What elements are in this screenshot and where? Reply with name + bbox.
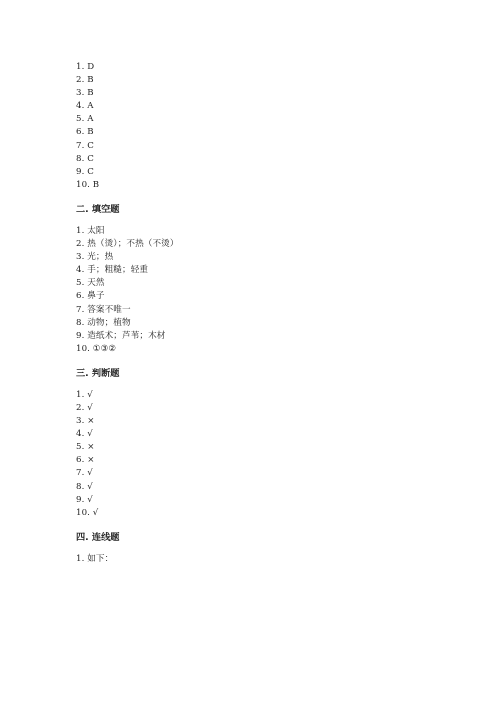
answer-line: 9. C (76, 166, 94, 177)
answer-line: 5. × (76, 442, 95, 453)
answer-line: 10. √ (76, 507, 99, 518)
answer-line: 8. 动物；植物 (76, 317, 131, 328)
answer-line: 8. C (76, 153, 94, 164)
multiple-choice-answers (76, 61, 436, 192)
section-title-matching: 四. 连线题 (76, 531, 120, 543)
answer-line: 1. 如下： (76, 553, 114, 564)
answer-line: 8. √ (76, 481, 93, 492)
answer-line: 2. B (76, 75, 94, 86)
answer-line: 7. C (76, 140, 94, 151)
answer-line: 3. × (76, 416, 95, 427)
answer-line: 10. ①③② (76, 343, 117, 354)
answer-line: 4. √ (76, 429, 93, 440)
answer-line: 4. 手；粗糙；轻重 (76, 265, 149, 276)
answer-sheet (76, 61, 436, 566)
fill-in-answers (76, 225, 436, 356)
answer-line: 10. B (76, 179, 100, 190)
answer-line: 3. 光；热 (76, 252, 114, 263)
answer-line: 2. 热（烫）；不热（不烫） (76, 239, 179, 250)
answer-line: 7. √ (76, 468, 93, 479)
section-title-fill-in: 二. 填空题 (76, 203, 120, 215)
answer-line: 3. B (76, 88, 94, 99)
matching-answers (76, 553, 436, 566)
answer-line: 1. D (76, 62, 95, 72)
answer-line: 4. A (76, 101, 94, 112)
answer-line: 5. A (76, 114, 94, 125)
answer-line: 9. √ (76, 494, 93, 505)
answer-line: 6. 鼻子 (76, 291, 105, 302)
answer-line: 5. 天然 (76, 278, 105, 289)
answer-line: 6. × (76, 455, 95, 466)
answer-line: 1. √ (76, 389, 93, 400)
answer-line: 9. 造纸术；芦苇；木材 (76, 330, 166, 341)
true-false-answers (76, 389, 436, 520)
answer-line: 7. 答案不唯一 (76, 304, 131, 315)
section-title-true-false: 三. 判断题 (76, 367, 120, 379)
answer-line: 2. √ (76, 402, 93, 413)
answer-line: 1. 太阳 (76, 225, 105, 236)
answer-line: 6. B (76, 127, 94, 138)
